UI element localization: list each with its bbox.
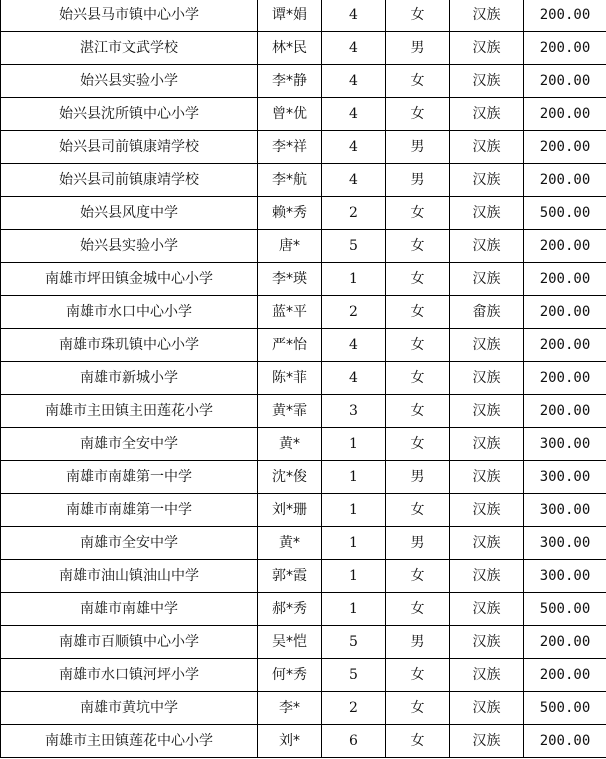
table-row [1,0,606,32]
table-row [1,164,606,197]
cell-name[interactable]: 郭*霞 [258,560,322,593]
cell-gender[interactable]: 女 [386,230,450,263]
cell-grade[interactable]: 5 [322,626,386,659]
table-row [1,131,606,164]
cell-name[interactable]: 严*怡 [258,329,322,362]
cell-amount[interactable]: 200.00 [524,362,606,395]
cell-amount[interactable]: 200.00 [524,164,606,197]
table-row [1,560,606,593]
cell-amount[interactable]: 200.00 [524,131,606,164]
cell-amount[interactable]: 200.00 [524,32,606,65]
cell-school[interactable]: 南雄市新城小学 [1,362,258,395]
cell-ethnicity[interactable]: 汉族 [450,65,524,98]
cell-ethnicity[interactable]: 汉族 [450,725,524,758]
cell-ethnicity[interactable]: 汉族 [450,362,524,395]
cell-gender[interactable]: 女 [386,494,450,527]
cell-amount[interactable]: 300.00 [524,560,606,593]
cell-amount[interactable]: 500.00 [524,197,606,230]
cell-grade[interactable]: 4 [322,362,386,395]
cell-grade[interactable]: 4 [322,131,386,164]
cell-gender[interactable]: 女 [386,593,450,626]
table-row [1,527,606,560]
cell-ethnicity[interactable]: 汉族 [450,263,524,296]
cell-grade[interactable]: 6 [322,725,386,758]
cell-school[interactable]: 湛江市文武学校 [1,32,258,65]
cell-grade[interactable]: 3 [322,395,386,428]
cell-amount[interactable]: 300.00 [524,461,606,494]
cell-school[interactable]: 始兴县马市镇中心小学 [1,0,258,32]
cell-grade[interactable]: 1 [322,560,386,593]
cell-grade[interactable]: 4 [322,329,386,362]
cell-name[interactable]: 李* [258,692,322,725]
table-row [1,725,606,758]
cell-ethnicity[interactable]: 汉族 [450,32,524,65]
cell-gender[interactable]: 女 [386,560,450,593]
cell-grade[interactable]: 4 [322,164,386,197]
cell-gender[interactable]: 女 [386,296,450,329]
cell-gender[interactable]: 女 [386,395,450,428]
cell-school[interactable]: 南雄市南雄第一中学 [1,494,258,527]
cell-school[interactable]: 始兴县风度中学 [1,197,258,230]
cell-ethnicity[interactable]: 汉族 [450,593,524,626]
table-row [1,197,606,230]
cell-ethnicity[interactable]: 汉族 [450,494,524,527]
cell-name[interactable]: 沈*俊 [258,461,322,494]
cell-amount[interactable]: 200.00 [524,626,606,659]
cell-school[interactable]: 南雄市百顺镇中心小学 [1,626,258,659]
cell-amount[interactable]: 200.00 [524,98,606,131]
cell-name[interactable]: 刘*珊 [258,494,322,527]
cell-school[interactable]: 南雄市坪田镇金城中心小学 [1,263,258,296]
cell-name[interactable]: 黄*霏 [258,395,322,428]
cell-amount[interactable]: 200.00 [524,659,606,692]
cell-ethnicity[interactable]: 汉族 [450,197,524,230]
cell-school[interactable]: 始兴县实验小学 [1,65,258,98]
cell-amount[interactable]: 500.00 [524,593,606,626]
cell-grade[interactable]: 1 [322,461,386,494]
cell-amount[interactable]: 200.00 [524,65,606,98]
cell-grade[interactable]: 4 [322,98,386,131]
cell-name[interactable]: 蓝*平 [258,296,322,329]
cell-grade[interactable]: 1 [322,494,386,527]
cell-school[interactable]: 始兴县实验小学 [1,230,258,263]
cell-name[interactable]: 何*秀 [258,659,322,692]
cell-grade[interactable]: 4 [322,32,386,65]
cell-amount[interactable]: 200.00 [524,263,606,296]
cell-name[interactable]: 唐* [258,230,322,263]
cell-ethnicity[interactable]: 汉族 [450,164,524,197]
table-row [1,692,606,725]
cell-gender[interactable]: 女 [386,98,450,131]
cell-amount[interactable]: 300.00 [524,527,606,560]
table-row [1,98,606,131]
cell-school[interactable]: 始兴县司前镇康靖学校 [1,164,258,197]
cell-ethnicity[interactable]: 汉族 [450,98,524,131]
cell-school[interactable]: 南雄市全安中学 [1,527,258,560]
cell-grade[interactable]: 5 [322,230,386,263]
table-row [1,230,606,263]
table-row [1,329,606,362]
table-row [1,659,606,692]
cell-ethnicity[interactable]: 汉族 [450,329,524,362]
cell-school[interactable]: 始兴县司前镇康靖学校 [1,131,258,164]
cell-ethnicity[interactable]: 汉族 [450,461,524,494]
cell-ethnicity[interactable]: 汉族 [450,560,524,593]
cell-grade[interactable]: 5 [322,659,386,692]
cell-gender[interactable]: 女 [386,0,450,32]
cell-grade[interactable]: 1 [322,428,386,461]
cell-gender[interactable]: 男 [386,164,450,197]
table-row [1,428,606,461]
table-row [1,461,606,494]
cell-grade[interactable]: 1 [322,263,386,296]
cell-school[interactable]: 南雄市主田镇主田莲花小学 [1,395,258,428]
cell-gender[interactable]: 男 [386,32,450,65]
table-body [1,0,606,758]
cell-school[interactable]: 南雄市油山镇油山中学 [1,560,258,593]
cell-name[interactable]: 李*祥 [258,131,322,164]
cell-ethnicity[interactable]: 汉族 [450,0,524,32]
cell-school[interactable]: 南雄市主田镇莲花中心小学 [1,725,258,758]
cell-ethnicity[interactable]: 汉族 [450,131,524,164]
cell-name[interactable]: 林*民 [258,32,322,65]
table-row [1,296,606,329]
cell-ethnicity[interactable]: 汉族 [450,428,524,461]
cell-amount[interactable]: 200.00 [524,296,606,329]
cell-name[interactable]: 吴*恺 [258,626,322,659]
cell-ethnicity[interactable]: 汉族 [450,230,524,263]
cell-amount[interactable]: 300.00 [524,428,606,461]
cell-gender[interactable]: 男 [386,527,450,560]
cell-gender[interactable]: 女 [386,692,450,725]
cell-gender[interactable]: 女 [386,197,450,230]
cell-ethnicity[interactable]: 汉族 [450,659,524,692]
cell-grade[interactable]: 4 [322,0,386,32]
cell-grade[interactable]: 4 [322,65,386,98]
table-row [1,65,606,98]
cell-grade[interactable]: 2 [322,296,386,329]
table-row [1,395,606,428]
cell-name[interactable]: 郝*秀 [258,593,322,626]
cell-ethnicity[interactable]: 汉族 [450,395,524,428]
cell-name[interactable]: 黄* [258,428,322,461]
cell-amount[interactable]: 200.00 [524,0,606,32]
cell-school[interactable]: 始兴县沈所镇中心小学 [1,98,258,131]
cell-gender[interactable]: 女 [386,725,450,758]
cell-name[interactable]: 李*航 [258,164,322,197]
cell-name[interactable]: 黄* [258,527,322,560]
table-row [1,263,606,296]
cell-grade[interactable]: 2 [322,197,386,230]
cell-name[interactable]: 李*瑛 [258,263,322,296]
cell-gender[interactable]: 女 [386,659,450,692]
cell-name[interactable]: 陈*菲 [258,362,322,395]
cell-gender[interactable]: 女 [386,362,450,395]
cell-amount[interactable]: 200.00 [524,329,606,362]
cell-name[interactable]: 谭*娟 [258,0,322,32]
cell-gender[interactable]: 女 [386,65,450,98]
cell-grade[interactable]: 2 [322,692,386,725]
cell-gender[interactable]: 男 [386,626,450,659]
cell-school[interactable]: 南雄市水口镇河坪小学 [1,659,258,692]
cell-gender[interactable]: 男 [386,131,450,164]
cell-gender[interactable]: 女 [386,263,450,296]
cell-school[interactable]: 南雄市黄坑中学 [1,692,258,725]
table-row [1,626,606,659]
table-row [1,593,606,626]
cell-amount[interactable]: 200.00 [524,725,606,758]
cell-amount[interactable]: 200.00 [524,230,606,263]
table-row [1,32,606,65]
cell-school[interactable]: 南雄市南雄第一中学 [1,461,258,494]
cell-ethnicity[interactable]: 畲族 [450,296,524,329]
cell-school[interactable]: 南雄市全安中学 [1,428,258,461]
cell-name[interactable]: 曾*优 [258,98,322,131]
cell-name[interactable]: 李*静 [258,65,322,98]
table-row [1,494,606,527]
cell-grade[interactable]: 1 [322,593,386,626]
cell-ethnicity[interactable]: 汉族 [450,626,524,659]
cell-ethnicity[interactable]: 汉族 [450,692,524,725]
cell-amount[interactable]: 200.00 [524,395,606,428]
cell-name[interactable]: 赖*秀 [258,197,322,230]
cell-grade[interactable]: 1 [322,527,386,560]
cell-ethnicity[interactable]: 汉族 [450,527,524,560]
cell-name[interactable]: 刘* [258,725,322,758]
cell-amount[interactable]: 500.00 [524,692,606,725]
table-row [1,362,606,395]
cell-school[interactable]: 南雄市珠玑镇中心小学 [1,329,258,362]
cell-school[interactable]: 南雄市南雄中学 [1,593,258,626]
cell-gender[interactable]: 女 [386,428,450,461]
cell-school[interactable]: 南雄市水口中心小学 [1,296,258,329]
cell-gender[interactable]: 女 [386,329,450,362]
cell-gender[interactable]: 男 [386,461,450,494]
cell-amount[interactable]: 300.00 [524,494,606,527]
